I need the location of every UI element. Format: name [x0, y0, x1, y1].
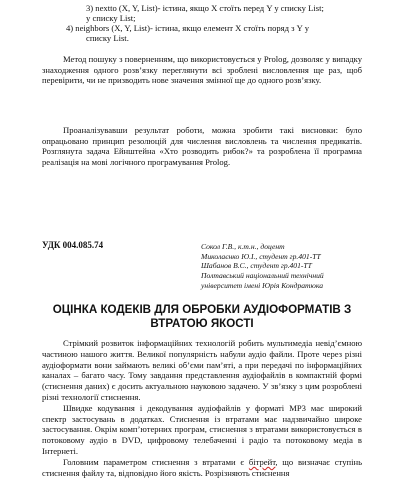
list-item-text: 3) nextto (X, Y, List)- істина, якщо X стоїть перед Y у списку List;	[86, 3, 324, 13]
list-item-continuation	[86, 13, 136, 23]
paragraph-text: Метод пошуку з поверненням, що використовується у Prolog, дозволяє у випадку знаходження одного розв’язку переглянути всі зроблені висловлення ще раз, щоб перевірити, чи не призводить нове значення змінної ще до одного розв’язку.	[42, 54, 362, 86]
body-text: Головним параметром стиснення з втратами є	[63, 456, 249, 467]
list-item-text: 4) neighbors (X, Y, List)- істина, якщо елемент X стоїть поряд з Y у	[66, 23, 310, 33]
article-title: ОЦІНКА КОДЕКІВ ДЛЯ ОБРОБКИ АУДІОФОРМАТІВ З ВТРАТОЮ ЯКОСТІ	[52, 303, 352, 330]
body-text: Стрімкий розвиток інформаційних технологій робить мультимедіа невід’ємною частиною нашого життя. Великої популярність набули аудіо файли. Проте через різні аудіоформати вони займають великі об’єми пам’яті, а при передачі по інформаційних каналах – багато часу. Тому завдання представлення аудіофайлів в компактній формі (стиснення даних) є досить актуальною науковою задачею. У зв’язку з цим розроблені різні технології стиснення.	[42, 338, 362, 402]
body-paragraph	[42, 338, 362, 403]
list-item-text: у списку List;	[86, 13, 136, 23]
list-item-continuation	[86, 33, 129, 43]
misspelled-word: бітрейт	[248, 456, 276, 467]
body-paragraph	[42, 457, 362, 478]
list-item-neighbors	[66, 23, 309, 33]
paragraph-conclusions	[42, 125, 362, 168]
body-text: , що визначає ступінь стиснення файлу та, відповідно його якість. Розрізняють стиснення	[42, 456, 362, 478]
body-paragraph	[42, 403, 362, 457]
author-line: Шабанов В.С., студент гр.401-ТТ	[201, 261, 312, 271]
author-line: Миколаєнко Ю.І., студент гр.401-ТТ	[201, 251, 321, 261]
list-item-nextto	[86, 3, 324, 13]
article-body	[42, 338, 362, 478]
author-line: Сокол Г.В., к.т.н., доцент	[201, 242, 285, 251]
affiliation-line: університет імені Юрія Кондратюка	[201, 280, 324, 290]
paragraph-text: Проаналізувавши результат роботи, можна зробити такі висновки: було опрацьовано принцип резолюцій для числення висловлень та числення предикатів. Розглянута задача Ейнштейна «Хто розводить рибок?» та розроблена її програмна реалізація на мові логічного програмування Prolog.	[42, 125, 362, 168]
authors-block	[201, 242, 376, 291]
affiliation-line: Полтавський національний технічний	[201, 271, 324, 281]
udk-code: УДК 004.085.74	[42, 240, 104, 250]
paragraph-method	[42, 54, 362, 86]
list-item-text: списку List.	[86, 33, 129, 43]
body-text: Швидке кодування і декодування аудіофайлів у форматі MP3 має широкий спектр застосувань в додатках. Стиснення із втратами має надзвичайно широке застосування. Окрім комп’ютерних програм, стиснення з втратами використовується в потоковому аудіо в DVD, цифровому телебаченні і радіо та потоковому медіа в Інтернеті.	[42, 402, 362, 456]
